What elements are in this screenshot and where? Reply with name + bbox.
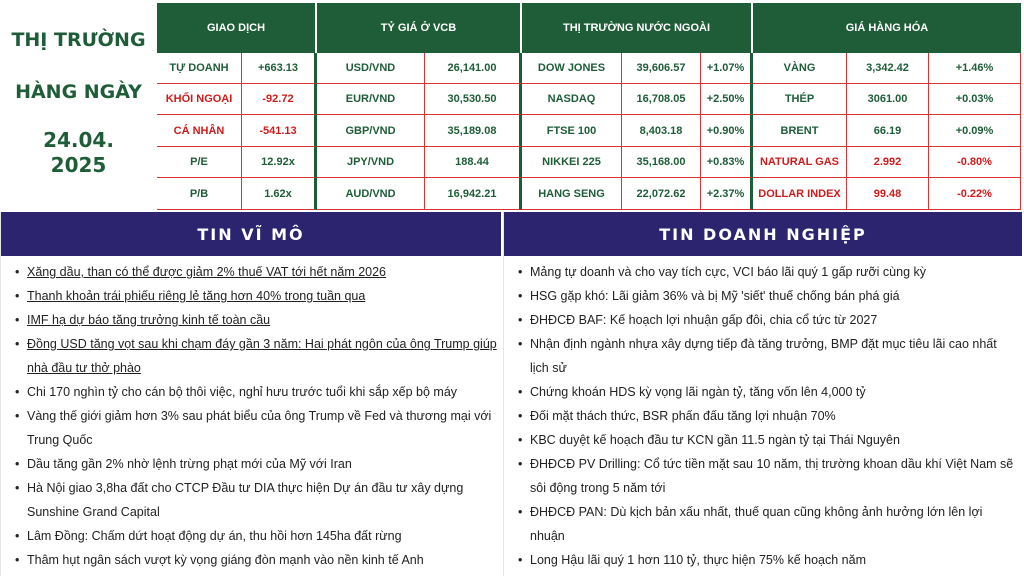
commodity-price: 2.992: [847, 147, 929, 178]
macro-news-item: [13, 524, 497, 548]
macro-news-list: [1, 256, 503, 572]
fx-rate: 16,942.21: [425, 178, 522, 210]
macro-news-item: [13, 452, 497, 476]
corporate-news-item: • Chứng khoán HDS kỳ vọng lãi ngàn tỷ, tăng vốn lên 4,000 tỷ: [516, 380, 1018, 404]
macro-news-text: Vàng thế giới giảm hơn 3% sau phát biểu của ông Trump về Fed và thương mại với Trung Quốc: [27, 409, 492, 447]
commodity-change: +0.03%: [929, 84, 1021, 115]
commodity-name: VÀNG: [753, 53, 847, 84]
corporate-news-item: • Đối mặt thách thức, BSR phấn đấu tăng lợi nhuận 70%: [516, 404, 1018, 428]
macro-news-link[interactable]: Thanh khoản trái phiếu riêng lẻ tăng hơn 40% trong tuần qua: [27, 289, 366, 303]
index-value: 39,606.57: [622, 53, 701, 84]
index-name: HANG SENG: [522, 178, 622, 210]
trade-label: KHỐI NGOẠI: [157, 84, 242, 115]
macro-news-item: [13, 404, 497, 452]
commodity-name: BRENT: [753, 115, 847, 147]
corporate-news-item: • Nhận định ngành nhựa xây dựng tiếp đà tăng trưởng, BMP đặt mục tiêu lãi cao nhất lịch sử: [516, 332, 1018, 380]
market-table: [157, 3, 1021, 210]
header-fx: TỶ GIÁ Ở VCB: [317, 3, 522, 53]
commodity-name: NATURAL GAS: [753, 147, 847, 178]
commodity-price: 66.19: [847, 115, 929, 147]
macro-news-link[interactable]: IMF hạ dự báo tăng trưởng kinh tế toàn cầu: [27, 313, 271, 327]
macro-news-item: [13, 548, 497, 572]
header-commodity: GIÁ HÀNG HÓA: [753, 3, 1021, 53]
fx-rate: 26,141.00: [425, 53, 522, 84]
fx-pair: EUR/VND: [317, 84, 425, 115]
header-trading: GIAO DỊCH: [157, 3, 317, 53]
corporate-news-item: • Mảng tự doanh và cho vay tích cực, VCI báo lãi quý 1 gấp rưỡi cùng kỳ: [516, 260, 1018, 284]
trade-label: P/E: [157, 147, 242, 178]
index-name: NASDAQ: [522, 84, 622, 115]
macro-news-link[interactable]: Xăng dầu, than có thể được giảm 2% thuế VAT tới hết năm 2026: [27, 265, 387, 279]
index-change: +1.07%: [701, 53, 753, 84]
macro-news-item[interactable]: [13, 260, 497, 284]
index-value: 22,072.62: [622, 178, 701, 210]
index-change: +2.37%: [701, 178, 753, 210]
corporate-news-item: • ĐHĐCĐ PAN: Dù kịch bản xấu nhất, thuế quan cũng không ảnh hưởng lớn lên lợi nhuận: [516, 500, 1018, 548]
index-value: 8,403.18: [622, 115, 701, 147]
commodity-name: THÉP: [753, 84, 847, 115]
macro-news-panel: [0, 212, 503, 576]
index-name: FTSE 100: [522, 115, 622, 147]
trade-value: 1.62x: [242, 178, 317, 210]
date-line-1: 24.04.: [43, 128, 114, 152]
index-value: 16,708.05: [622, 84, 701, 115]
fx-rate: 188.44: [425, 147, 522, 178]
macro-news-link[interactable]: Đồng USD tăng vọt sau khi chạm đáy gần 3 năm: Hai phát ngôn của ông Trump giúp nhà đầu tư thở phào: [27, 337, 497, 375]
commodity-price: 3061.00: [847, 84, 929, 115]
macro-news-text: Lâm Đồng: Chấm dứt hoạt động dự án, thu hồi hơn 145ha đất rừng: [27, 529, 402, 543]
trade-value: 12.92x: [242, 147, 317, 178]
title-line-1: THỊ TRƯỜNG: [11, 29, 146, 51]
index-name: NIKKEI 225: [522, 147, 622, 178]
commodity-change: +1.46%: [929, 53, 1021, 84]
macro-news-text: Thâm hụt ngân sách vượt kỳ vọng giáng đòn mạnh vào nền kinh tế Anh: [27, 553, 424, 567]
fx-rate: 35,189.08: [425, 115, 522, 147]
trade-label: TỰ DOANH: [157, 53, 242, 84]
trade-value: -541.13: [242, 115, 317, 147]
fx-pair: GBP/VND: [317, 115, 425, 147]
index-change: +2.50%: [701, 84, 753, 115]
trade-label: CÁ NHÂN: [157, 115, 242, 147]
macro-news-item: [13, 476, 497, 524]
macro-news-text: Chi 170 nghìn tỷ cho cán bộ thôi việc, nghỉ hưu trước tuổi khi sắp xếp bộ máy: [27, 385, 458, 399]
index-change: +0.90%: [701, 115, 753, 147]
trade-value: -92.72: [242, 84, 317, 115]
corporate-news-panel: [503, 212, 1024, 576]
trade-label: P/B: [157, 178, 242, 210]
fx-pair: JPY/VND: [317, 147, 425, 178]
macro-news-item: [13, 380, 497, 404]
corporate-news-list: [504, 256, 1024, 572]
commodity-name: DOLLAR INDEX: [753, 178, 847, 210]
header-foreign: THỊ TRƯỜNG NƯỚC NGOÀI: [522, 3, 753, 53]
corporate-news-item: • Long Hậu lãi quý 1 hơn 110 tỷ, thực hiện 75% kế hoạch năm: [516, 548, 1018, 572]
fx-rate: 30,530.50: [425, 84, 522, 115]
macro-news-item[interactable]: [13, 308, 497, 332]
fx-pair: AUD/VND: [317, 178, 425, 210]
commodity-change: -0.80%: [929, 147, 1021, 178]
corporate-news-item: • KBC duyệt kế hoạch đầu tư KCN gần 11.5 ngàn tỷ tại Thái Nguyên: [516, 428, 1018, 452]
corporate-news-item: • HSG gặp khó: Lãi giảm 36% và bị Mỹ 'siết' thuế chống bán phá giá: [516, 284, 1018, 308]
title-block: [0, 0, 157, 212]
fx-pair: USD/VND: [317, 53, 425, 84]
commodity-change: +0.09%: [929, 115, 1021, 147]
index-value: 35,168.00: [622, 147, 701, 178]
commodity-change: -0.22%: [929, 178, 1021, 210]
corporate-news-header: TIN DOANH NGHIỆP: [504, 212, 1024, 256]
macro-news-item[interactable]: [13, 332, 497, 380]
trade-value: +663.13: [242, 53, 317, 84]
corporate-news-item: • ĐHĐCĐ BAF: Kế hoạch lợi nhuận gấp đôi, chia cổ tức từ 2027: [516, 308, 1018, 332]
date-line-2: 2025: [50, 153, 107, 177]
index-name: DOW JONES: [522, 53, 622, 84]
macro-news-text: Hà Nội giao 3,8ha đất cho CTCP Đầu tư DIA thực hiện Dự án đầu tư xây dựng Sunshine Grand Capital: [27, 481, 464, 519]
macro-news-text: Dầu tăng gần 2% nhờ lệnh trừng phạt mới của Mỹ với Iran: [27, 457, 352, 471]
index-change: +0.83%: [701, 147, 753, 178]
commodity-price: 3,342.42: [847, 53, 929, 84]
macro-news-item[interactable]: [13, 284, 497, 308]
title-line-2: HÀNG NGÀY: [15, 81, 142, 103]
macro-news-header: TIN VĨ MÔ: [1, 212, 503, 256]
commodity-price: 99.48: [847, 178, 929, 210]
corporate-news-item: • ĐHĐCĐ PV Drilling: Cổ tức tiền mặt sau 10 năm, thị trường khoan dầu khí Việt Nam sẽ sôi động trong 5 năm tới: [516, 452, 1018, 500]
